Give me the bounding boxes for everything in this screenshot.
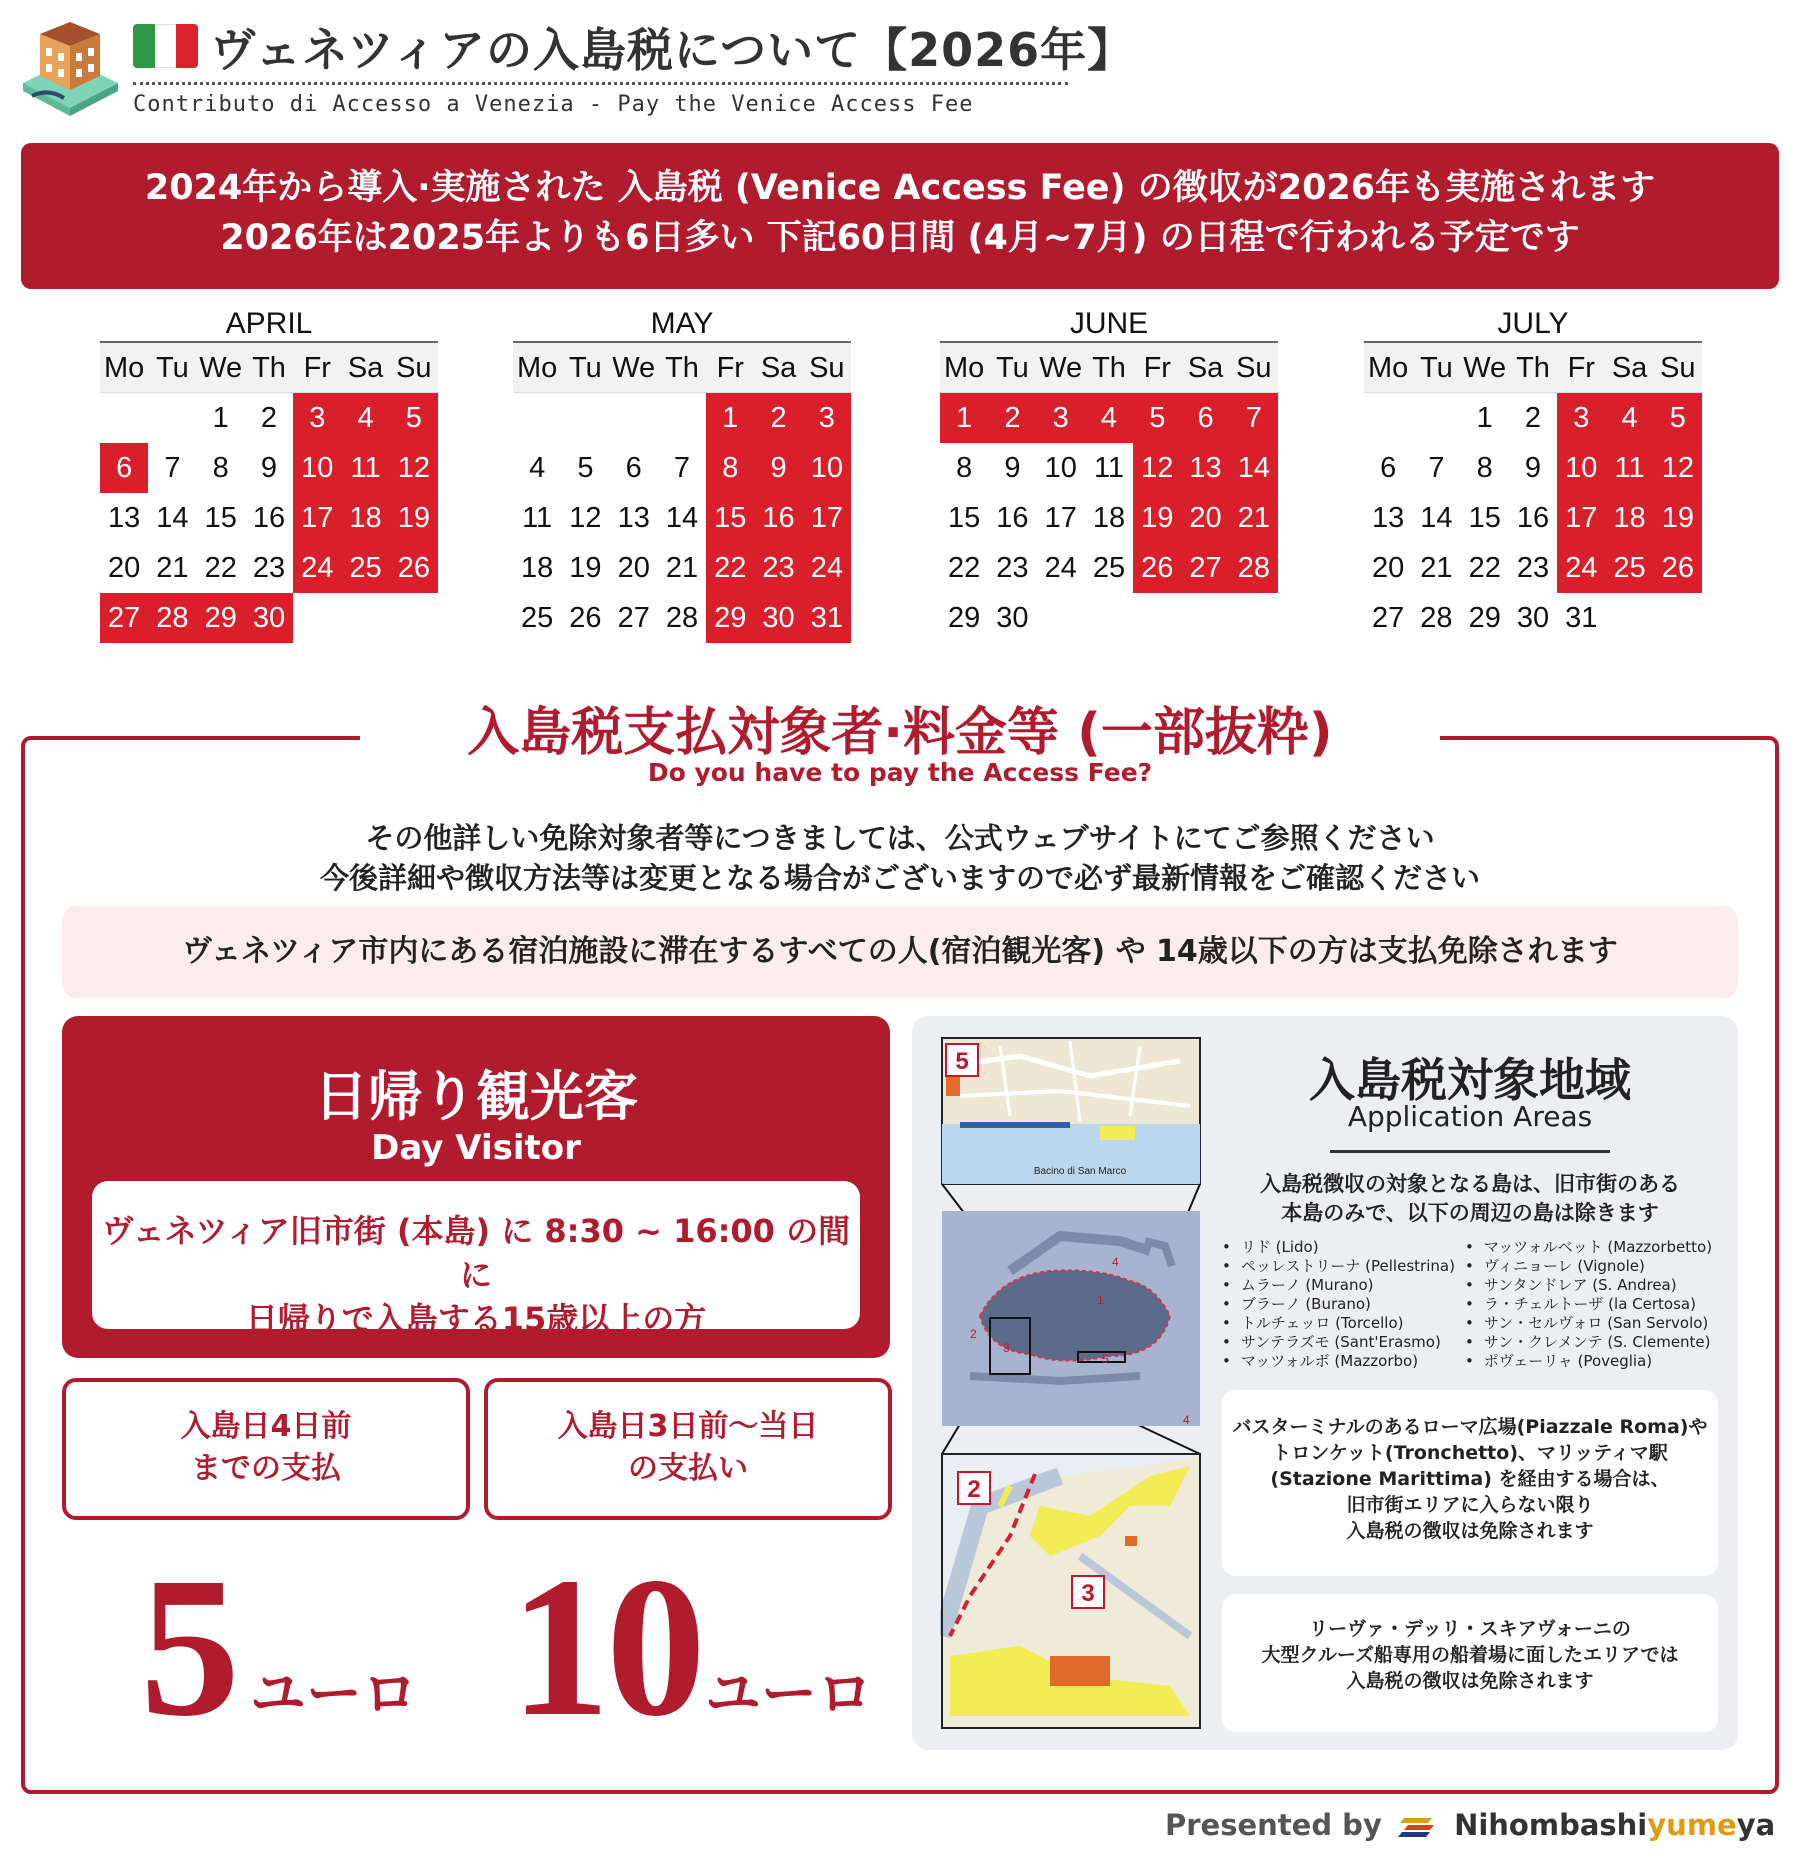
calendar-fee-day: 27 — [100, 593, 148, 643]
calendar-day: 6 — [625, 452, 642, 484]
excluded-islands-right — [1465, 1238, 1712, 1371]
calendar-day: 12 — [569, 502, 602, 534]
areas-title-en: Application Areas — [1347, 1100, 1593, 1133]
calendar-fee-day: 30 — [754, 593, 802, 643]
calendar-fee-day: 24 — [803, 543, 851, 593]
excluded-islands-left — [1222, 1238, 1455, 1371]
calendar-weekday-header: Fr — [706, 343, 754, 393]
calendar-weekday-header: Sa — [1181, 343, 1229, 393]
map-label-4a: 4 — [1112, 1255, 1119, 1269]
areas-title: 入島税対象地域 — [1309, 1053, 1631, 1107]
calendar-fee-day: 29 — [706, 593, 754, 643]
excluded-island-item: • ヴィニョーレ (Vignole) — [1465, 1257, 1712, 1276]
calendar-day: 23 — [996, 552, 1029, 584]
footer-credit — [1165, 1808, 1775, 1842]
late-payment-line-2: の支払い — [628, 1451, 748, 1486]
calendar-weekday-header: Tu — [1412, 343, 1460, 393]
excluded-island-item: • トルチェッロ (Torcello) — [1222, 1314, 1455, 1333]
calendar-fee-day: 10 — [803, 443, 851, 493]
calendar-fee-day: 26 — [1654, 543, 1702, 593]
calendar-fee-day: 3 — [1557, 393, 1605, 443]
calendar-fee-day: 15 — [706, 493, 754, 543]
calendar-day: 9 — [1524, 452, 1542, 484]
calendar-fee-day: 12 — [1133, 443, 1181, 493]
areas-divider — [1330, 1150, 1610, 1153]
note-line: トロンケット(Tronchetto)、マリッティマ駅 — [1272, 1442, 1668, 1464]
excluded-island-item: • ペッレストリーナ (Pellestrina) — [1222, 1257, 1455, 1276]
areas-description — [1220, 1170, 1720, 1228]
calendar-day: 30 — [1516, 602, 1550, 634]
calendar-fee-day: 13 — [1181, 443, 1229, 493]
calendar-fee-day: 21 — [1230, 493, 1278, 543]
calendar-day: 16 — [252, 502, 286, 534]
announcement-banner — [21, 143, 1779, 289]
inset-5-label: 5 — [955, 1048, 969, 1075]
excluded-island-item: • リド (Lido) — [1222, 1238, 1455, 1257]
calendar-fee-day: 26 — [1133, 543, 1181, 593]
calendar-day: 23 — [252, 552, 286, 584]
calendar-fee-day: 2 — [988, 393, 1036, 443]
title-divider — [133, 82, 1068, 85]
calendar-grid — [1364, 343, 1702, 643]
calendar-day: 10 — [1044, 452, 1077, 484]
piazzale-roma-note — [1222, 1390, 1718, 1576]
calendar-june — [940, 305, 1278, 643]
calendar-blank-cell — [100, 393, 148, 443]
calendar-day: 22 — [1468, 552, 1501, 584]
note-line: バスターミナルのあるローマ広場(Piazzale Roma)や — [1232, 1416, 1708, 1438]
calendar-fee-day: 1 — [706, 393, 754, 443]
calendar-fee-day: 3 — [803, 393, 851, 443]
late-price-unit: ユーロ — [705, 1662, 873, 1727]
calendar-fee-day: 3 — [1037, 393, 1085, 443]
calendar-blank-cell — [1412, 393, 1460, 443]
calendar-weekday-header: Su — [390, 343, 438, 393]
calendar-fee-day: 16 — [754, 493, 802, 543]
banner-line-2: 2026年は2025年よりも6日多い 下記60日間 (4月~7月) の日程で行われる予定です — [220, 218, 1580, 258]
calendar-fee-day: 28 — [148, 593, 196, 643]
calendar-weekday-header: We — [1461, 343, 1509, 393]
excluded-island-item: • サンテラズモ (Sant'Erasmo) — [1222, 1333, 1455, 1352]
early-payment-box — [62, 1378, 470, 1520]
calendar-fee-day: 29 — [197, 593, 245, 643]
brand-name-part-3: ya — [1736, 1808, 1776, 1842]
calendar-day: 4 — [529, 452, 546, 484]
map-overview — [942, 1211, 1200, 1427]
calendar-month-title: MAY — [513, 305, 851, 343]
calendar-fee-day: 17 — [1557, 493, 1605, 543]
calendar-day: 14 — [156, 502, 189, 534]
inset-2-label: 2 — [967, 1476, 981, 1503]
section-notes — [60, 818, 1740, 898]
calendar-day: 22 — [204, 552, 237, 584]
calendar-blank-cell — [513, 393, 561, 443]
calendar-fee-day: 12 — [1654, 443, 1702, 493]
calendar-fee-day: 12 — [390, 443, 438, 493]
calendar-fee-day: 10 — [293, 443, 341, 493]
late-payment-line-1: 入島日3日前〜当日 — [557, 1409, 819, 1444]
excluded-island-item: • サンタンドレア (S. Andrea) — [1465, 1276, 1712, 1295]
calendar-weekday-header: Su — [1654, 343, 1702, 393]
calendar-day: 20 — [108, 552, 141, 584]
calendar-day: 13 — [617, 502, 650, 534]
calendar-day: 2 — [260, 402, 278, 434]
calendar-fee-day: 6 — [1181, 393, 1229, 443]
visitor-desc-line-2: 日帰りで入島する15歳以上の方 — [245, 1300, 707, 1338]
calendar-fee-day: 4 — [1085, 393, 1133, 443]
calendar-day: 24 — [1044, 552, 1077, 584]
calendar-day: 15 — [204, 502, 237, 534]
calendar-blank-cell — [1364, 393, 1412, 443]
map-label-4b: 4 — [1183, 1413, 1190, 1427]
flag-stripe-white — [155, 24, 177, 68]
calendar-day: 14 — [665, 502, 699, 534]
calendar-fee-day: 1 — [940, 393, 988, 443]
excluded-island-item: • ラ・チェルトーザ (la Certosa) — [1465, 1295, 1712, 1314]
calendar-day: 25 — [1092, 552, 1126, 584]
calendar-weekday-header: Su — [1230, 343, 1278, 393]
excluded-island-item: • マッツォルボ (Mazzorbo) — [1222, 1352, 1455, 1371]
areas-desc-line-2: 本島のみで、以下の周辺の島は除きます — [1281, 1201, 1659, 1225]
calendar-day: 1 — [1476, 402, 1493, 434]
map-label-5: 5 — [1102, 1352, 1109, 1366]
calendar-day: 28 — [665, 602, 699, 634]
calendar-fee-day: 11 — [1605, 443, 1653, 493]
calendar-weekday-header: Sa — [341, 343, 389, 393]
calendar-day: 15 — [1468, 502, 1501, 534]
calendar-day: 18 — [1092, 502, 1126, 534]
calendar-fee-day: 14 — [1230, 443, 1278, 493]
calendar-fee-day: 10 — [1557, 443, 1605, 493]
calendar-weekday-header: Mo — [940, 343, 988, 393]
calendar-blank-cell — [658, 393, 706, 443]
calendar-day: 9 — [260, 452, 278, 484]
calendar-weekday-header: Mo — [1364, 343, 1412, 393]
note-line: リーヴァ・デッリ・スキアヴォーニの — [1309, 1618, 1631, 1640]
calendar-fee-day: 26 — [390, 543, 438, 593]
note-line-1: その他詳しい免除対象者等につきましては、公式ウェブサイトにてご参照ください — [365, 821, 1435, 855]
calendar-day: 14 — [1420, 502, 1453, 534]
calendar-day: 7 — [1428, 452, 1445, 484]
venice-maps — [940, 1036, 1202, 1730]
calendar-weekday-header: Fr — [293, 343, 341, 393]
late-price-amount: 10 — [510, 1537, 702, 1758]
calendar-day: 5 — [577, 452, 594, 484]
calendar-fee-day: 5 — [1654, 393, 1702, 443]
calendar-fee-day: 17 — [803, 493, 851, 543]
map-inset-5 — [942, 1038, 1200, 1184]
early-price-unit: ユーロ — [250, 1662, 418, 1727]
calendar-blank-cell — [610, 393, 658, 443]
calendar-july — [1364, 305, 1702, 643]
calendar-grid — [513, 343, 851, 643]
calendar-april — [100, 305, 438, 643]
day-visitor-card — [62, 1016, 890, 1358]
excluded-island-item: • サン・セルヴォロ (San Servolo) — [1465, 1314, 1712, 1333]
calendar-weekday-header: Th — [1509, 343, 1557, 393]
calendar-fee-day: 17 — [293, 493, 341, 543]
calendar-fee-day: 3 — [293, 393, 341, 443]
calendar-day: 27 — [617, 602, 650, 634]
calendar-day: 25 — [521, 602, 554, 634]
calendar-weekday-header: Tu — [561, 343, 609, 393]
calendar-day: 7 — [673, 452, 691, 484]
calendar-day: 8 — [956, 452, 973, 484]
map-inset-2-3 — [942, 1454, 1200, 1728]
note-line: 入島税の徴収は免除されます — [1346, 1520, 1594, 1542]
calendar-fee-day: 27 — [1181, 543, 1229, 593]
calendar-fee-day: 24 — [293, 543, 341, 593]
calendar-blank-cell — [561, 393, 609, 443]
calendar-day: 27 — [1372, 602, 1405, 634]
calendar-day: 20 — [1372, 552, 1405, 584]
section-subtitle: Do you have to pay the Access Fee? — [647, 758, 1153, 787]
calendar-weekday-header: We — [1037, 343, 1085, 393]
calendar-day: 23 — [1516, 552, 1550, 584]
presented-by-label: Presented by — [1165, 1808, 1382, 1842]
calendar-day: 21 — [1420, 552, 1453, 584]
calendar-day: 29 — [948, 602, 981, 634]
calendar-day: 2 — [1524, 402, 1542, 434]
calendar-day: 18 — [521, 552, 554, 584]
visitor-description — [92, 1181, 860, 1338]
early-price-amount: 5 — [140, 1537, 236, 1758]
calendar-month-title: JULY — [1364, 305, 1702, 343]
early-payment-line-1: 入島日4日前 — [180, 1409, 352, 1444]
calendar-day: 21 — [156, 552, 189, 584]
calendar-day: 9 — [1004, 452, 1021, 484]
calendar-fee-day: 18 — [341, 493, 389, 543]
map-label-1: 1 — [1097, 1293, 1104, 1307]
calendar-fee-day: 25 — [341, 543, 389, 593]
excluded-island-item: • ムラーノ (Murano) — [1222, 1276, 1455, 1295]
calendar-fee-day: 25 — [1605, 543, 1653, 593]
late-payment-box — [484, 1378, 892, 1520]
calendar-day: 7 — [164, 452, 181, 484]
page-title: ヴェネツィアの入島税について【2026年】 — [210, 23, 1135, 77]
calendar-day: 13 — [108, 502, 141, 534]
calendar-day: 16 — [996, 502, 1029, 534]
calendar-weekday-header: Mo — [513, 343, 561, 393]
calendar-weekday-header: Su — [803, 343, 851, 393]
calendar-day: 6 — [1380, 452, 1397, 484]
calendar-day: 11 — [1093, 452, 1125, 484]
calendar-day: 8 — [1476, 452, 1493, 484]
calendar-day: 26 — [569, 602, 602, 634]
visitor-title-en: Day Visitor — [371, 1128, 581, 1168]
map-label-2: 2 — [970, 1327, 977, 1341]
calendar-day: 13 — [1372, 502, 1405, 534]
calendar-fee-day: 19 — [1133, 493, 1181, 543]
calendar-weekday-header: We — [610, 343, 658, 393]
calendar-fee-day: 24 — [1557, 543, 1605, 593]
calendar-fee-day: 19 — [1654, 493, 1702, 543]
calendar-weekday-header: Sa — [754, 343, 802, 393]
calendar-day: 20 — [617, 552, 650, 584]
flag-stripe-red — [176, 24, 198, 68]
calendar-day: 17 — [1044, 502, 1077, 534]
calendar-fee-day: 23 — [754, 543, 802, 593]
calendar-weekday-header: Sa — [1605, 343, 1653, 393]
calendar-fee-day: 7 — [1230, 393, 1278, 443]
excluded-island-item: • ポヴェーリャ (Poveglia) — [1465, 1352, 1712, 1371]
calendar-day: 16 — [1516, 502, 1550, 534]
banner-line-1: 2024年から導入·実施された 入島税 (Venice Access Fee) の徴収が2026年も実施されます — [144, 168, 1656, 208]
calendar-day: 11 — [522, 502, 553, 534]
calendar-fee-day: 5 — [390, 393, 438, 443]
excluded-island-item: • ブラーノ (Burano) — [1222, 1295, 1455, 1314]
visitor-title: 日帰り観光客 — [314, 1065, 638, 1128]
exemption-notice: ヴェネツィア市内にある宿泊施設に滞在するすべての人(宿泊観光客) や 14歳以下の方は支払免除されます — [62, 906, 1738, 998]
cruise-terminal-note — [1222, 1594, 1718, 1732]
inset-3-label: 3 — [1081, 1580, 1095, 1607]
brand-name-part-2: yume — [1647, 1808, 1737, 1842]
calendar-may — [513, 305, 851, 643]
visitor-desc-line-1: ヴェネツィア旧市街 (本島) に 8:30 ~ 16:00 の間に — [101, 1212, 851, 1294]
calendar-weekday-header: Mo — [100, 343, 148, 393]
calendar-day: 29 — [1468, 602, 1501, 634]
calendar-day: 28 — [1420, 602, 1453, 634]
calendar-fee-day: 4 — [341, 393, 389, 443]
calendar-grid — [100, 343, 438, 643]
brand-logo-icon — [1398, 1812, 1438, 1842]
calendar-month-title: JUNE — [940, 305, 1278, 343]
calendar-day: 1 — [212, 402, 229, 434]
areas-desc-line-1: 入島税徴収の対象となる島は、旧市街のある — [1260, 1172, 1680, 1196]
calendar-weekday-header: Fr — [1133, 343, 1181, 393]
early-payment-line-2: までの支払 — [191, 1451, 341, 1486]
flag-stripe-green — [133, 24, 155, 68]
calendar-fee-day: 2 — [754, 393, 802, 443]
note-line: 旧市街エリアに入らない限り — [1346, 1494, 1594, 1516]
calendar-day: 8 — [212, 452, 229, 484]
italy-flag-icon — [133, 24, 198, 68]
calendar-weekday-header: We — [197, 343, 245, 393]
calendar-fee-day: 9 — [754, 443, 802, 493]
calendar-weekday-header: Tu — [988, 343, 1036, 393]
calendar-fee-day: 20 — [1181, 493, 1229, 543]
calendar-fee-day: 31 — [803, 593, 851, 643]
calendar-fee-day: 8 — [706, 443, 754, 493]
calendar-weekday-header: Fr — [1557, 343, 1605, 393]
note-line: (Stazione Marittima) を経由する場合は、 — [1270, 1468, 1670, 1490]
calendar-fee-day: 19 — [390, 493, 438, 543]
calendar-blank-cell — [148, 393, 196, 443]
calendar-day: 22 — [948, 552, 981, 584]
section-title: 入島税支払対象者·料金等 (一部抜粋) — [467, 703, 1333, 763]
note-line-2: 今後詳細や徴収方法等は変更となる場合がございますので必ず最新情報をご確認ください — [319, 861, 1480, 895]
calendar-day: 21 — [665, 552, 699, 584]
calendar-grid — [940, 343, 1278, 643]
page-subtitle: Contributo di Accesso a Venezia - Pay the Venice Access Fee — [133, 92, 974, 117]
calendar-day: 15 — [948, 502, 981, 534]
calendar-fee-day: 4 — [1605, 393, 1653, 443]
calendar-weekday-header: Th — [245, 343, 293, 393]
calendar-weekday-header: Th — [1085, 343, 1133, 393]
brand-name-part-1: Nihombashi — [1454, 1808, 1648, 1842]
calendar-day: 19 — [569, 552, 602, 584]
note-line: 入島税の徴収は免除されます — [1346, 1670, 1594, 1692]
basin-label: Bacino di San Marco — [1033, 1166, 1127, 1177]
calendar-fee-day: 22 — [706, 543, 754, 593]
map-label-3: 3 — [1003, 1341, 1010, 1355]
calendar-month-title: APRIL — [100, 305, 438, 343]
note-line: 大型クルーズ船専用の船着場に面したエリアでは — [1261, 1644, 1679, 1666]
calendar-weekday-header: Th — [658, 343, 706, 393]
calendar-fee-day: 28 — [1230, 543, 1278, 593]
calendar-weekday-header: Tu — [148, 343, 196, 393]
venice-building-icon — [18, 18, 123, 123]
calendar-fee-day: 18 — [1605, 493, 1653, 543]
calendar-day: 31 — [1565, 602, 1598, 634]
calendar-fee-day: 5 — [1133, 393, 1181, 443]
calendar-fee-day: 30 — [245, 593, 293, 643]
calendar-fee-day: 6 — [100, 443, 148, 493]
excluded-island-item: • サン・クレメンテ (S. Clemente) — [1465, 1333, 1712, 1352]
calendar-day: 30 — [996, 602, 1029, 634]
excluded-island-item: • マッツォルベット (Mazzorbetto) — [1465, 1238, 1712, 1257]
calendar-fee-day: 11 — [341, 443, 389, 493]
